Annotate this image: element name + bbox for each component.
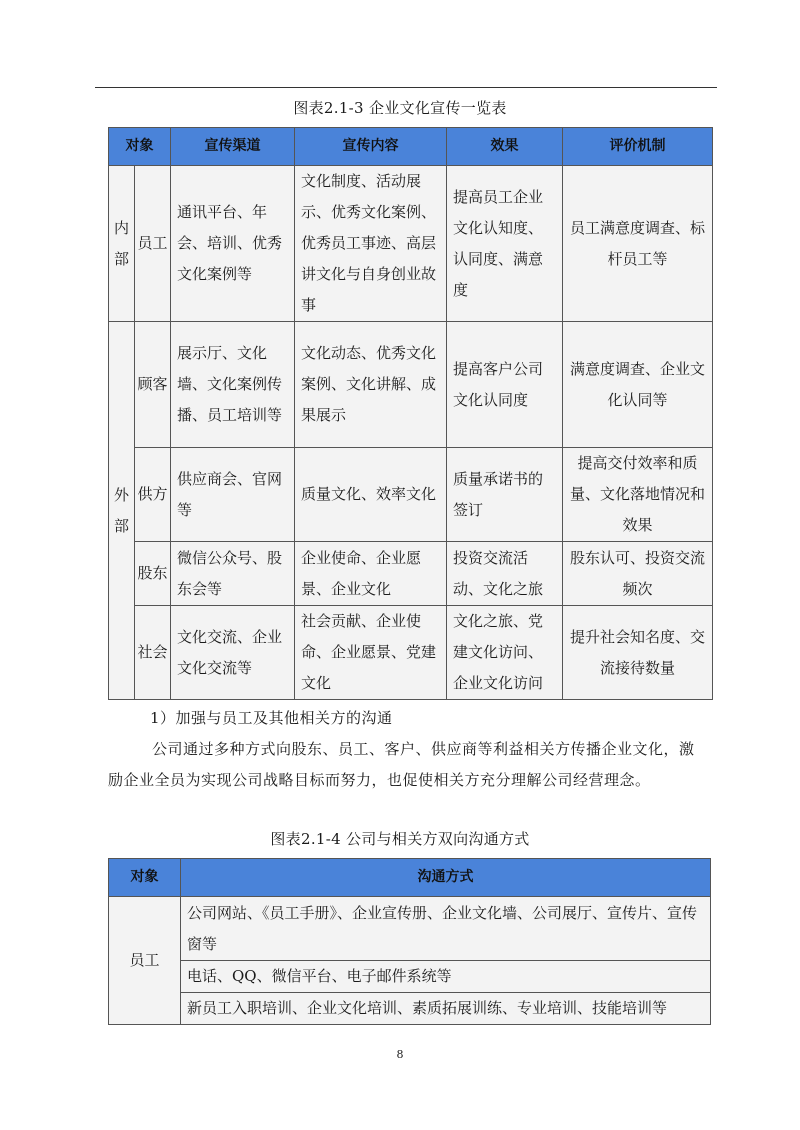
- table-row: [109, 897, 711, 961]
- header-content: 宣传内容: [295, 128, 447, 166]
- header-subject: 对象: [109, 128, 171, 166]
- table-row: [109, 606, 713, 700]
- effect-cell: 质量承诺书的签订: [447, 448, 563, 542]
- content-cell: 社会贡献、企业使命、企业愿景、党建文化: [295, 606, 447, 700]
- evaluation-cell: 满意度调查、企业文化认同等: [563, 322, 713, 448]
- group-external: 外部: [109, 322, 135, 700]
- header-effect: 效果: [447, 128, 563, 166]
- header-subject: 对象: [109, 859, 181, 897]
- subject-cell: 社会: [135, 606, 171, 700]
- table-row: [109, 993, 711, 1025]
- evaluation-cell: 股东认可、投资交流频次: [563, 542, 713, 606]
- subject-cell: 员工: [109, 897, 181, 1025]
- evaluation-cell: 提高交付效率和质量、文化落地情况和效果: [563, 448, 713, 542]
- page-number: 8: [396, 1048, 404, 1061]
- table-row: [109, 166, 713, 322]
- group-internal: 内部: [109, 166, 135, 322]
- effect-cell: 投资交流活动、文化之旅: [447, 542, 563, 606]
- table-row: [109, 448, 713, 542]
- subject-cell: 顾客: [135, 322, 171, 448]
- content-cell: 企业使命、企业愿景、企业文化: [295, 542, 447, 606]
- method-cell: 新员工入职培训、企业文化培训、素质拓展训练、专业培训、技能培训等: [181, 993, 711, 1025]
- channel-cell: 文化交流、企业文化交流等: [171, 606, 295, 700]
- table-row: [109, 542, 713, 606]
- content-cell: 质量文化、效率文化: [295, 448, 447, 542]
- channel-cell: 供应商会、官网等: [171, 448, 295, 542]
- table-row: [109, 322, 713, 448]
- channel-cell: 通讯平台、年会、培训、优秀文化案例等: [171, 166, 295, 322]
- culture-promotion-table: [108, 127, 713, 700]
- effect-cell: 提高员工企业文化认知度、认同度、满意度: [447, 166, 563, 322]
- header-method: 沟通方式: [181, 859, 711, 897]
- header-channel: 宣传渠道: [171, 128, 295, 166]
- table1-caption: 图表2.1-3 企业文化宣传一览表: [293, 99, 507, 117]
- method-cell: 电话、QQ、微信平台、电子邮件系统等: [181, 961, 711, 993]
- effect-cell: 文化之旅、党建文化访问、企业文化访问: [447, 606, 563, 700]
- subject-cell: 员工: [135, 166, 171, 322]
- evaluation-cell: 提升社会知名度、交流接待数量: [563, 606, 713, 700]
- channel-cell: 展示厅、文化墙、文化案例传播、员工培训等: [171, 322, 295, 448]
- communication-table: [108, 858, 711, 1025]
- body-paragraph: 公司通过多种方式向股东、员工、客户、供应商等利益相关方传播企业文化，激励企业全员为实现公司战略目标而努力，也促使相关方充分理解公司经营理念。: [108, 740, 695, 789]
- content-cell: 文化动态、优秀文化案例、文化讲解、成果展示: [295, 322, 447, 448]
- section-heading: 1）加强与员工及其他相关方的沟通: [150, 709, 393, 727]
- method-cell: 公司网站、《员工手册》、企业宣传册、企业文化墙、公司展厅、宣传片、宣传窗等: [181, 897, 711, 961]
- evaluation-cell: 员工满意度调查、标杆员工等: [563, 166, 713, 322]
- table2-caption: 图表2.1-4 公司与相关方双向沟通方式: [270, 830, 530, 848]
- content-cell: 文化制度、活动展示、优秀文化案例、优秀员工事迹、高层讲文化与自身创业故事: [295, 166, 447, 322]
- subject-cell: 股东: [135, 542, 171, 606]
- channel-cell: 微信公众号、股东会等: [171, 542, 295, 606]
- header-evaluation: 评价机制: [563, 128, 713, 166]
- subject-cell: 供方: [135, 448, 171, 542]
- effect-cell: 提高客户公司文化认同度: [447, 322, 563, 448]
- header-rule: [95, 87, 717, 88]
- table-row: [109, 961, 711, 993]
